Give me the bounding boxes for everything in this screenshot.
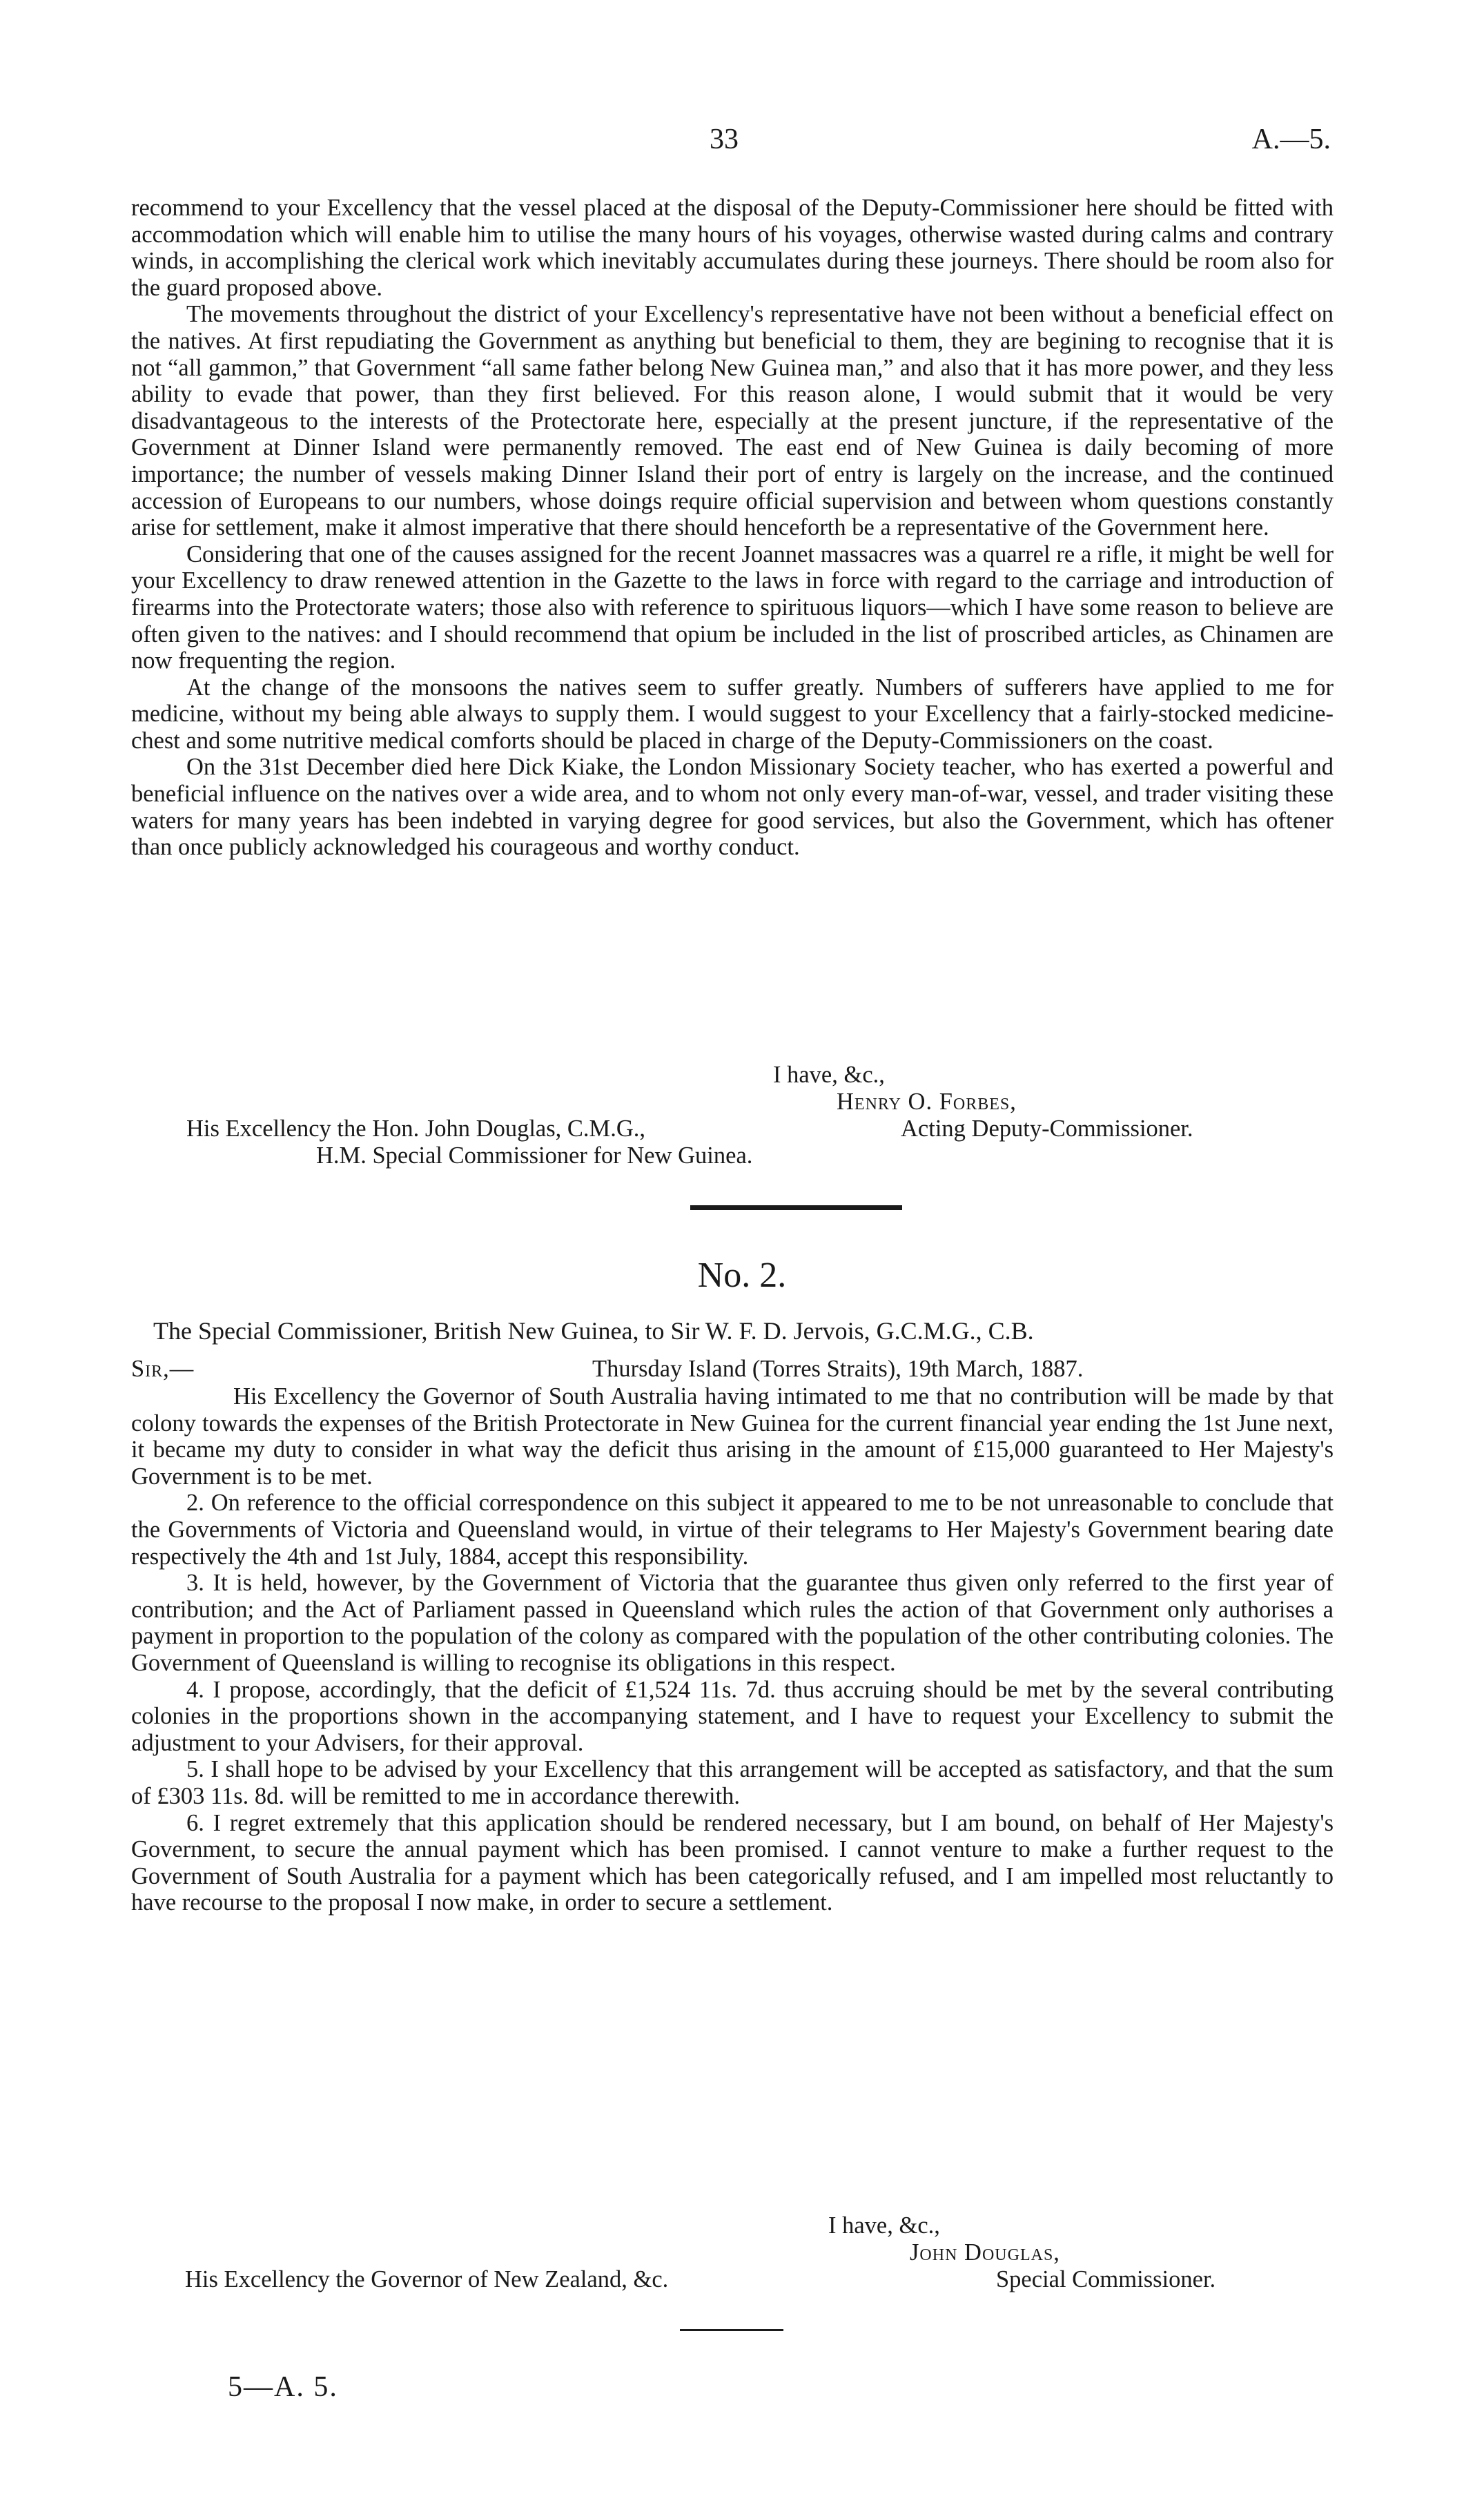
letter-2-paragraph: 6. I regret extremely that this application should be rendered necessary, but I am bound, on behalf of Her Majesty's Government, to secure the annual payment which has been promised. I cannot venture to make a further request to the Government of South Australia for a payment which has been categorically refused, and I am impelled most reluctantly to have recourse to the proposal I now make, in order to secure a settlement. bbox=[131, 1809, 1334, 1916]
letter-2-paragraph: His Excellency the Governor of South Australia having intimated to me that no contribution will be made by that colony towards the expenses of the British Protectorate in New Guinea for the current financial year ending the 1st June next, it became my duty to consider in what way the deficit thus arising in the amount of £15,000 guaranteed to Her Majesty's Government is to be met. bbox=[131, 1383, 1334, 1490]
letter-1-signatory: Henry O. Forbes, bbox=[837, 1089, 1017, 1115]
letter-2-addressee: His Excellency the Governor of New Zealand, &c. bbox=[185, 2266, 669, 2292]
letter-1-paragraph: On the 31st December died here Dick Kiake, the London Missionary Society teacher, who has exerted a powerful and beneficial influence on the natives over a wide area, and to whom not only every man-of-war, vessel, and trader visiting these waters for many years has been indebted in varying degree for good services, but also the Government, which has oftener than once publicly acknowledged his courageous and worthy conduct. bbox=[131, 754, 1334, 861]
letter-2-signatory-title: Special Commissioner. bbox=[996, 2266, 1216, 2292]
page-header bbox=[0, 123, 1484, 164]
letter-2-paragraph: 2. On reference to the official correspondence on this subject it appeared to me to be not unreasonable to conclude that the Governments of Victoria and Queensland would, in virtue of their telegrams to Her Majesty's Government bearing date respectively the 4th and 1st July, 1884, accept this responsibility. bbox=[131, 1490, 1334, 1570]
section-divider bbox=[690, 1205, 902, 1210]
letter-1-signatory-title: Acting Deputy-Commissioner. bbox=[901, 1116, 1193, 1142]
letter-2-number: No. 2. bbox=[697, 1256, 787, 1295]
letter-1-paragraph: recommend to your Excellency that the vessel placed at the disposal of the Deputy-Commissioner here should be fitted with accommodation which will enable him to utilise the many hours of his voyages, otherwise wasted during calms and contrary winds, in accomplishing the clerical work which inevitably accumulates during these journeys. There should be room also for the guard proposed above. bbox=[131, 195, 1334, 301]
document-reference: A.—5. bbox=[1251, 124, 1331, 155]
letter-1-addressee-line-1: His Excellency the Hon. John Douglas, C.M.G., bbox=[186, 1116, 646, 1142]
letter-1-body bbox=[131, 195, 1334, 861]
letter-2-place-date: Thursday Island (Torres Straits), 19th March, 1887. bbox=[592, 1356, 1084, 1382]
letter-2-paragraph: 4. I propose, accordingly, that the deficit of £1,524 11s. 7d. thus accruing should be met by the several contributing colonies in the proportions shown in the accompanying statement, and I have to request your Excellency to submit the adjustment to your Advisers, for their approval. bbox=[131, 1676, 1334, 1756]
letter-1-paragraph: At the change of the monsoons the natives seem to suffer greatly. Numbers of sufferers have applied to me for medicine, without my being able always to supply them. I would suggest to your Excellency that a fairly-stocked medicine-chest and some nutritive medical comforts should be placed in charge of the Deputy-Commissioners on the coast. bbox=[131, 674, 1334, 754]
letter-2-closing: I have, &c., bbox=[828, 2212, 940, 2239]
sheet-reference: 5—A. 5. bbox=[228, 2371, 338, 2403]
letter-2-from-line: The Special Commissioner, British New Guinea, to Sir W. F. D. Jervois, G.C.M.G., C.B. bbox=[153, 1317, 1034, 1345]
closing-rule bbox=[680, 2329, 783, 2331]
letter-2-paragraph: 5. I shall hope to be advised by your Excellency that this arrangement will be accepted as satisfactory, and that the sum of £303 11s. 8d. will be remitted to me in accordance therewith. bbox=[131, 1756, 1334, 1809]
letter-1-closing: I have, &c., bbox=[773, 1062, 885, 1088]
letter-1-paragraph: Considering that one of the causes assigned for the recent Joannet massacres was a quarrel re a rifle, it might be well for your Excellency to draw renewed attention in the Gazette to the laws in force with regard to the carriage and introduction of firearms into the Protectorate waters; those also with reference to spirituous liquors—which I have some reason to believe are often given to the natives: and I should recommend that opium be included in the list of proscribed articles, as Chinamen are now frequenting the region. bbox=[131, 540, 1334, 674]
letter-2-body bbox=[131, 1383, 1334, 1916]
letter-2-signatory: John Douglas, bbox=[910, 2239, 1060, 2266]
letter-2-paragraph: 3. It is held, however, by the Government of Victoria that the guarantee thus given only referred to the first year of contribution; and the Act of Parliament passed in Queensland which rules the action of that Government only authorises a payment in proportion to the population of the colony as compared with the population of the other contributing colonies. The Government of Queensland is willing to recognise its obligations in this respect. bbox=[131, 1570, 1334, 1676]
letter-2-salutation: Sir,— bbox=[131, 1356, 195, 1382]
page-number: 33 bbox=[710, 124, 739, 155]
letter-1-addressee-line-2: H.M. Special Commissioner for New Guinea. bbox=[316, 1142, 753, 1169]
letter-1-paragraph: The movements throughout the district of your Excellency's representative have not been without a beneficial effect on the natives. At first repudiating the Government as anything but beneficial to them, they are begining to recognise that it is not “all gammon,” that Government “all same father belong New Guinea man,” and also that it has more power, and they less ability to evade that power, than they first believed. For this reason alone, I would submit that it would be very disadvantageous to the interests of the Protectorate here, especially at the present juncture, if the representative of the Government at Dinner Island were permanently removed. The east end of New Guinea is daily becoming of more importance; the number of vessels making Dinner Island their port of entry is largely on the increase, and the continued accession of Europeans to our numbers, whose doings require official supervision and between whom questions constantly arise for settlement, make it almost imperative that there should henceforth be a representative of the Government here. bbox=[131, 301, 1334, 541]
